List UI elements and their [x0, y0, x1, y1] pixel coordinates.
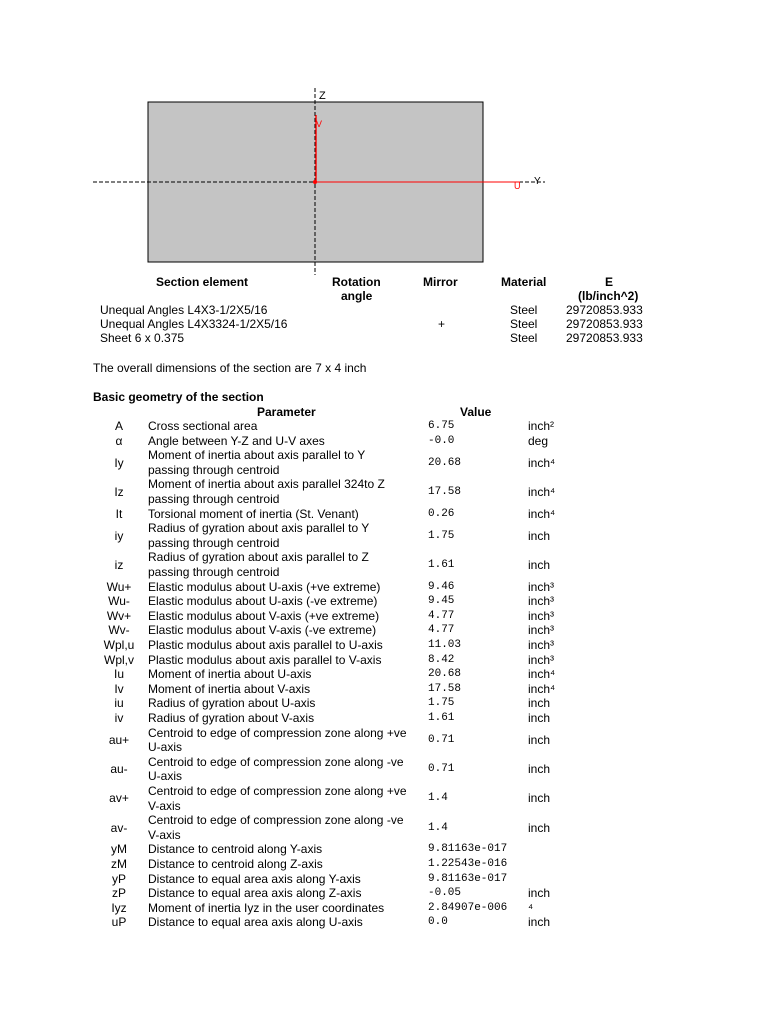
parameter-unit: inch	[528, 711, 551, 725]
overall-dimensions-text: The overall dimensions of the section are 7 x 4 inch	[93, 361, 367, 375]
parameter-description: Torsional moment of inertia (St. Venant)	[148, 506, 359, 521]
parameter-value: 1.75	[428, 529, 455, 542]
parameter-description: Distance to equal area axis along U-axis	[148, 915, 363, 930]
parameter-value: -0.0	[428, 434, 455, 447]
parameter-symbol: Iz	[114, 484, 124, 499]
parameter-symbol: yP	[111, 871, 126, 886]
parameter-symbol: iz	[114, 557, 124, 572]
parameter-symbol: Wu-	[108, 594, 130, 609]
section-drawing	[0, 0, 768, 275]
parameter-symbol: Iy	[114, 455, 124, 470]
parameter-value: 9.46	[428, 580, 455, 593]
element-mirror: +	[438, 317, 446, 331]
element-e: 29720853.933	[566, 303, 643, 317]
parameter-unit: inch	[528, 528, 551, 543]
parameter-description: passing through centroid	[148, 535, 280, 550]
parameter-value: 9.45	[428, 595, 455, 608]
element-name: Unequal Angles L4X3-1/2X5/16	[100, 303, 268, 317]
parameter-unit: inch³	[528, 652, 555, 667]
element-name: Sheet 6 x 0.375	[100, 331, 185, 345]
parameter-symbol: iu	[114, 696, 124, 711]
geometry-col-parameter: Parameter	[257, 405, 316, 419]
geometry-heading: Basic geometry of the section	[93, 390, 264, 404]
header-rotation: Rotation	[332, 275, 381, 289]
element-material: Steel	[510, 331, 538, 345]
parameter-symbol: Wv+	[106, 608, 132, 623]
parameter-unit: inch⁴	[528, 455, 556, 470]
parameter-unit: inch	[528, 732, 551, 747]
parameter-description: Angle between Y-Z and U-V axes	[148, 433, 325, 448]
z-axis-label: Z	[319, 90, 326, 102]
parameter-symbol: Wu+	[106, 579, 132, 594]
parameter-symbol: Wpl,v	[104, 652, 134, 667]
parameter-symbol: α	[115, 433, 123, 448]
parameter-description: Distance to equal area axis along Y-axis	[148, 871, 361, 886]
parameter-value: 4.77	[428, 624, 455, 637]
parameter-description: V-axis	[148, 827, 181, 842]
u-axis-label: U	[514, 181, 521, 191]
parameter-value: 0.71	[428, 733, 455, 746]
parameter-description: Distance to equal area axis along Z-axis	[148, 886, 362, 901]
parameter-unit: inch²	[528, 419, 555, 433]
parameter-unit: inch	[528, 696, 551, 711]
parameter-value: 20.68	[428, 456, 462, 469]
parameter-symbol: yM	[111, 842, 127, 857]
parameter-symbol: A	[114, 419, 123, 433]
parameter-symbol: Iyz	[111, 900, 127, 915]
parameter-description: U-axis	[148, 769, 183, 784]
parameter-value: 17.58	[428, 485, 462, 498]
parameter-value: 17.58	[428, 682, 462, 695]
parameter-value: 9.81163e-017	[428, 872, 508, 885]
parameter-value: 1.75	[428, 697, 455, 710]
parameter-unit: deg	[528, 433, 549, 448]
parameter-value: 1.4	[428, 821, 448, 834]
header-e: E	[605, 275, 614, 289]
parameter-unit: inch³	[528, 623, 555, 638]
parameter-value: 4.77	[428, 609, 455, 622]
parameter-symbol: It	[115, 506, 123, 521]
parameter-description: Moment of inertia about U-axis	[148, 667, 312, 682]
parameter-description: Elastic modulus about V-axis (+ve extreme)	[148, 608, 380, 623]
parameter-description: Plastic modulus about axis parallel to V-axis	[148, 652, 382, 667]
parameter-symbol: iy	[114, 528, 124, 543]
parameter-symbol: Wpl,u	[103, 638, 135, 652]
parameter-description: Plastic modulus about axis parallel to U-axis	[148, 638, 383, 652]
parameter-unit: inch	[528, 886, 551, 901]
parameter-value: 8.42	[428, 653, 455, 666]
header-rotation-angle: angle	[341, 289, 373, 303]
element-material: Steel	[510, 317, 538, 331]
parameter-unit: inch	[528, 915, 551, 930]
parameter-symbol: Iv	[114, 681, 124, 696]
parameter-unit: inch³	[528, 608, 555, 623]
element-e: 29720853.933	[566, 317, 643, 331]
parameter-value: 0.71	[428, 763, 455, 776]
parameter-symbol: av+	[109, 791, 129, 806]
parameter-symbol: zP	[111, 886, 126, 901]
parameter-unit: inch	[528, 791, 551, 806]
parameter-value: 1.61	[428, 712, 455, 724]
parameter-symbol: Wv-	[108, 623, 130, 638]
parameter-symbol: au+	[108, 732, 130, 747]
parameter-symbol: Iu	[113, 667, 124, 682]
parameter-description: passing through centroid	[148, 492, 280, 506]
parameter-symbol: av-	[110, 820, 128, 835]
parameter-description: passing through centroid	[148, 565, 280, 579]
parameter-description: Radius of gyration about axis parallel to Z	[148, 550, 369, 565]
parameter-symbol: au-	[110, 762, 128, 777]
element-material: Steel	[510, 303, 538, 317]
parameter-description: Elastic modulus about V-axis (-ve extreme)	[148, 623, 377, 638]
parameter-description: Elastic modulus about U-axis (-ve extreme)	[148, 594, 378, 609]
parameter-value: 1.22543e-016	[428, 858, 508, 870]
parameter-description: Centroid to edge of compression zone along -ve	[148, 813, 404, 828]
parameter-description: Moment of inertia Iyz in the user coordinates	[148, 900, 385, 915]
geometry-col-value: Value	[460, 405, 492, 419]
element-name: Unequal Angles L4X3324-1/2X5/16	[100, 317, 288, 331]
parameter-value: 11.03	[428, 639, 462, 651]
parameter-description: U-axis	[148, 740, 183, 755]
parameter-description: Centroid to edge of compression zone along +ve	[148, 725, 407, 740]
parameter-symbol: iv	[114, 711, 124, 725]
parameter-description: Radius of gyration about axis parallel to Y	[148, 521, 370, 536]
header-material: Material	[501, 275, 547, 289]
parameter-unit: inch	[528, 820, 551, 835]
parameter-unit: inch	[528, 557, 551, 572]
parameter-value: 1.61	[428, 558, 455, 571]
parameter-description: Distance to centroid along Z-axis	[148, 857, 323, 871]
element-e: 29720853.933	[566, 331, 643, 345]
parameter-symbol: uP	[111, 915, 127, 930]
y-axis-label: Y	[534, 176, 541, 187]
header-mirror: Mirror	[423, 275, 458, 289]
v-axis-label: V	[316, 119, 323, 129]
parameter-description: Radius of gyration about U-axis	[148, 696, 316, 711]
parameter-description: Radius of gyration about V-axis	[148, 711, 315, 725]
parameter-unit: ⁴	[528, 900, 534, 915]
parameter-unit: inch⁴	[528, 484, 556, 499]
parameter-value: 6.75	[428, 420, 455, 432]
header-e-unit: (lb/inch^2)	[578, 289, 639, 303]
parameter-description: Moment of inertia about axis parallel to Y	[148, 448, 366, 463]
parameter-description: Moment of inertia about axis parallel 324to Z	[148, 477, 385, 492]
parameter-unit: inch⁴	[528, 681, 556, 696]
parameter-description: V-axis	[148, 798, 181, 813]
parameter-description: Elastic modulus about U-axis (+ve extreme)	[148, 579, 381, 594]
header-section-element: Section element	[156, 275, 249, 289]
parameter-description: Centroid to edge of compression zone along +ve	[148, 784, 407, 798]
parameter-description: Distance to centroid along Y-axis	[148, 842, 323, 857]
parameter-unit: inch⁴	[528, 506, 556, 521]
parameter-unit: inch³	[528, 638, 555, 652]
parameter-unit: inch³	[528, 579, 555, 594]
centroid-marker	[313, 180, 317, 184]
parameter-unit: inch⁴	[528, 667, 556, 682]
parameter-description: passing through centroid	[148, 462, 280, 477]
parameter-value: 1.4	[428, 792, 448, 805]
parameter-value: 0.0	[428, 916, 448, 929]
parameter-symbol: zM	[111, 857, 127, 871]
parameter-value: 9.81163e-017	[428, 843, 508, 856]
parameter-value: 0.26	[428, 507, 455, 520]
parameter-value: 2.84907e-006	[428, 901, 508, 914]
parameter-value: -0.05	[428, 887, 462, 900]
parameter-unit: inch³	[528, 594, 555, 609]
parameter-description: Cross sectional area	[148, 419, 258, 433]
parameter-unit: inch	[528, 762, 551, 777]
parameter-value: 20.68	[428, 668, 462, 681]
parameter-description: Centroid to edge of compression zone along -ve	[148, 754, 404, 769]
parameter-description: Moment of inertia about V-axis	[148, 681, 311, 696]
